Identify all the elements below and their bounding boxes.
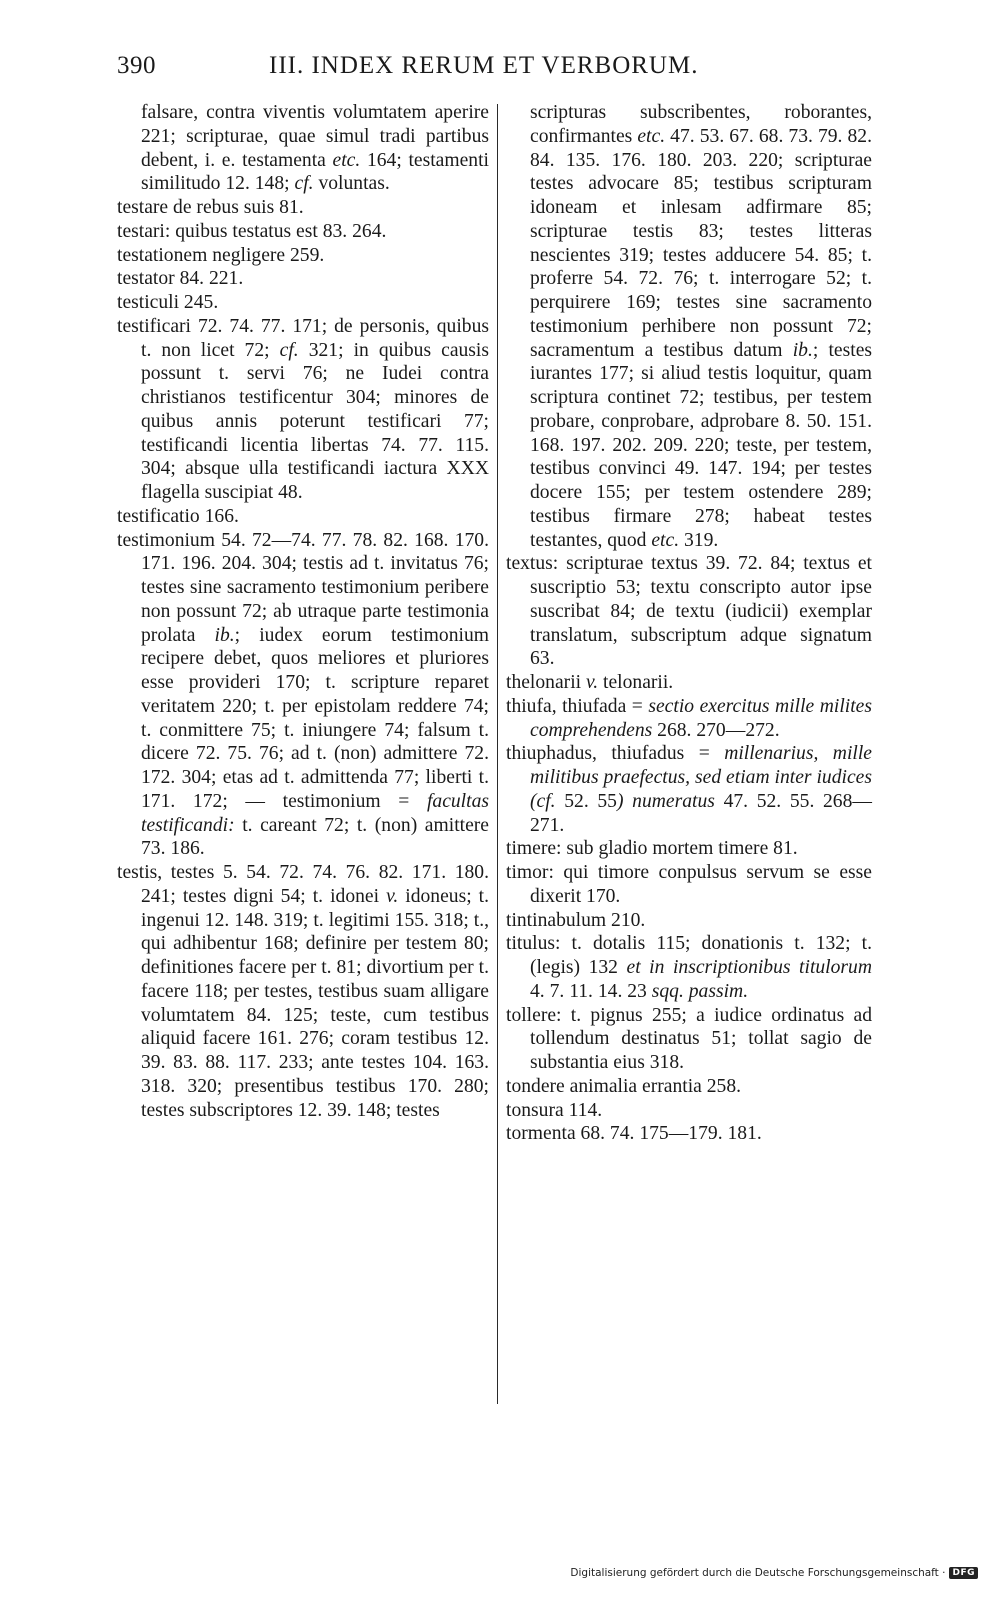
index-entry: testis, testes 5. 54. 72. 74. 76. 82. 171. 180. 241; testes digni 54; t. idonei v. idoneus; t. ingenui 12. 148. 319; t. legitimi 155. 318; t., qui adhibentur 168; definire per testem 80; definitiones facere per t. 81; divortium per t. facere 118; per testes, testibus suam alligare volumtatem 84. 125; teste, cum testibus aliquid facere 161. 276; coram testibus 12. 39. 83. 88. 117. 233; ante testes 104. 163. 318. 320; presentibus testibus 170. 280; testes subscriptores 12. 39. 148; testes <box>117 862 490 1121</box>
index-entry: testificatio 166. <box>117 505 239 527</box>
dfg-logo: DFG <box>949 1567 978 1579</box>
index-entry: timor: qui timore conpulsus servum se esse dixerit 170. <box>506 862 872 907</box>
index-entry: thiuphadus, thiufadus = millenarius, mille militibus praefectus, sed etiam inter iudices (cf. 52. 55) numeratus 47. 52. 55. 268—271. <box>506 743 872 836</box>
index-entry: timere: sub gladio mortem timere 81. <box>506 838 798 860</box>
running-header <box>117 52 877 86</box>
page-number: 390 <box>117 52 156 79</box>
index-entry: thiufa, thiufada = sectio exercitus mille milites comprehendens 268. 270—272. <box>506 695 872 741</box>
index-entry: testator 84. 221. <box>117 268 244 290</box>
index-entry: testare de rebus suis 81. <box>117 197 304 218</box>
page-title: III. INDEX RERUM ET VERBORUM. <box>269 52 699 79</box>
index-entry: falsare, contra viventis volumtatem aperire 221; scripturae, quae simul tradi partibus debent, i. e. testamenta etc. 164; testamenti similitudo 12. 148; cf. voluntas. <box>141 102 489 195</box>
left-column <box>117 101 489 1122</box>
index-entry: testiculi 245. <box>117 292 219 313</box>
index-entry: testimonium 54. 72—74. 77. 78. 82. 168. 170. 171. 196. 204. 304; testis ad t. invitatus 76; testes sine sacramento testimonium peribere non possunt 72; ab utraque parte testimonia prolata ib.; iudex eorum testimonium recipere debet, quos meliores et pluriores esse provideri 170; t. scripture reparet veritatem 220; t. per epistolam reddere 74; t. conmittere 75; t. iniungere 74; falsum t. dicere 72. 75. 76; ad t. (non) admittere 72. 172. 304; etas ad t. admittenda 77; liberti t. 171. 172; — testimonium = facultas testificandi: t. careant 72; t. (non) amittere 73. 186. <box>117 529 489 860</box>
index-entry: testari: quibus testatus est 83. 264. <box>117 220 387 242</box>
index-entry: scripturas subscribentes, roborantes, confirmantes etc. 47. 53. 67. 68. 73. 79. 82. 84. 135. 176. 180. 203. 220; scripturae testes advocare 85; testibus scripturam idoneam et inlesam adfirmare 85; scripturae testis 83; testes litteras nescientes 319; testes adducere 54. 85; t. proferre 54. 72. 76; t. interrogare 52; t. perquirere 169; testes sine sacramento testimonium perhibere non possunt 72; sacramentum a testibus datum ib.; testes iurantes 177; si aliud testis loquitur, quam scriptura continet 72; testibus, per testem probare, conprobare, adprobare 8. 50. 151. 168. 197. 202. 209. 220; teste, per testem, testibus convinci 49. 147. 194; per testes docere 155; per testem ostendere 289; testibus firmare 278; habeat testes testantes, quod etc. 319. <box>530 102 873 551</box>
index-entry: testificari 72. 74. 77. 171; de personis, quibus t. non licet 72; cf. 321; in quibus causis possunt t. servi 76; ne Iudei contra christianos testificentur 304; minores de quibus annis poterunt testificari 77; testificandi licentia libertas 74. 77. 115. 304; absque ulla testificandi iactura XXX flagella suscipiat 48. <box>117 315 490 503</box>
index-entry: thelonarii v. telonarii. <box>506 672 674 693</box>
index-entry: tonsura 114. <box>506 1099 603 1121</box>
index-entry: tintinabulum 210. <box>506 909 646 931</box>
column-divider <box>497 104 498 1404</box>
index-entry: titulus: t. dotalis 115; donationis t. 132; t. (legis) 132 et in inscriptionibus titulorum 4. 7. 11. 14. 23 sqq. passim. <box>506 933 872 1002</box>
index-entry: tollere: t. pignus 255; a iudice ordinatus ad tollendum destinatus 51; tollat sagio de substantia eius 318. <box>506 1004 872 1073</box>
index-entry: tormenta 68. 74. 175—179. 181. <box>506 1123 762 1145</box>
footer-credit <box>570 1567 978 1579</box>
right-column <box>506 101 872 1146</box>
index-entry: textus: scripturae textus 39. 72. 84; textus et suscriptio 53; textu conscripto autor ipse suscribat 84; de textu (iudicii) exemplar translatum, subscriptum adque signatum 63. <box>506 553 872 670</box>
footer-credit-text: Digitalisierung gefördert durch die Deutsche Forschungsgemeinschaft · <box>570 1567 946 1579</box>
index-entry: testationem negligere 259. <box>117 244 325 266</box>
index-entry: tondere animalia errantia 258. <box>506 1075 742 1097</box>
